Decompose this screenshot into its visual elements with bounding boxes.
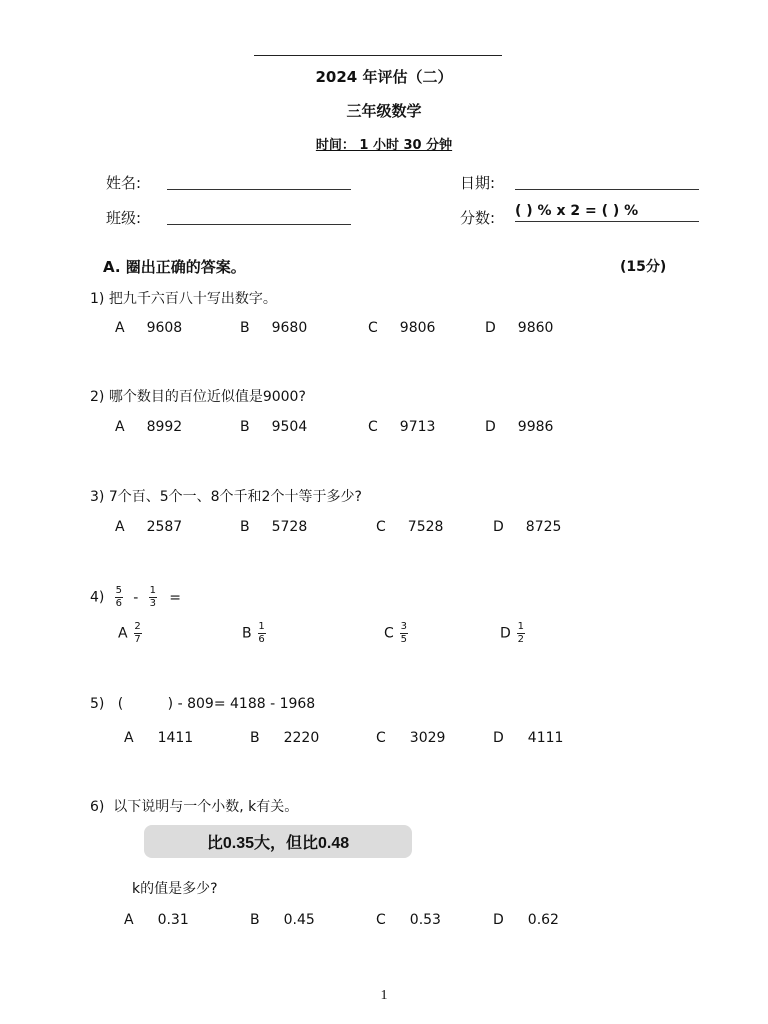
q5-option-c[interactable]: C 3029 (376, 730, 446, 746)
q1-option-b[interactable]: B 9680 (240, 320, 308, 336)
question-2: 2) 哪个数目的百位近似值是9000? (90, 389, 306, 405)
exam-title: 2024 年评估（二） (315, 68, 453, 86)
section-title: A. 圈出正确的答案。 (103, 258, 246, 276)
name-field[interactable] (167, 189, 351, 190)
question-4: 4) $\frac{5}{6}$ - $\frac{1}{3}$ = (90, 585, 181, 609)
q6-option-c[interactable]: C 0.53 (376, 912, 441, 928)
question-6-sub: k的值是多少? (132, 881, 218, 897)
exam-time-text: 时间： 1 小时 30 分钟 (315, 138, 453, 153)
q2-option-c[interactable]: C 9713 (368, 419, 436, 435)
q4-option-d[interactable]: D $\frac{1}{2}$ (500, 621, 524, 645)
q3-option-d[interactable]: D 8725 (493, 519, 562, 535)
class-label: 班级: (106, 209, 142, 227)
score-label: 分数: (460, 209, 496, 227)
date-field[interactable] (515, 189, 699, 190)
section-marks: (15分) (620, 259, 667, 275)
header-rule (254, 55, 502, 56)
q5-option-d[interactable]: D 4111 (493, 730, 564, 746)
q4-option-b[interactable]: B $\frac{1}{6}$ (242, 621, 265, 645)
q3-option-b[interactable]: B 5728 (240, 519, 308, 535)
exam-subject: 三年级数学 (346, 102, 422, 120)
q4-option-c[interactable]: C $\frac{3}{5}$ (384, 621, 407, 645)
date-label: 日期: (460, 174, 496, 192)
q6-option-b[interactable]: B 0.45 (250, 912, 315, 928)
q3-option-c[interactable]: C 7528 (376, 519, 444, 535)
q1-option-a[interactable]: A 9608 (115, 320, 183, 336)
q2-option-a[interactable]: A 8992 (115, 419, 183, 435)
question-6: 6) 以下说明与一个小数, k有关。 (90, 799, 299, 815)
q4-option-a[interactable]: A $\frac{2}{7}$ (118, 621, 141, 645)
question-5: 5) ( ) - 809= 4188 - 1968 (90, 696, 316, 712)
exam-time (0, 134, 768, 153)
question-3: 3) 7个百、5个一、8个千和2个十等于多少? (90, 489, 362, 505)
class-field[interactable] (167, 224, 351, 225)
q2-option-b[interactable]: B 9504 (240, 419, 308, 435)
q3-option-a[interactable]: A 2587 (115, 519, 183, 535)
score-field[interactable]: ( ) % x 2 = ( ) % (515, 203, 699, 222)
q1-option-c[interactable]: C 9806 (368, 320, 436, 336)
q5-option-a[interactable]: A 1411 (124, 730, 194, 746)
name-label: 姓名: (106, 174, 142, 192)
q1-option-d[interactable]: D 9860 (485, 320, 554, 336)
page-number: 1 (380, 988, 388, 1003)
q6-option-d[interactable]: D 0.62 (493, 912, 559, 928)
question-1: 1) 把九千六百八十写出数字。 (90, 291, 277, 307)
q6-option-a[interactable]: A 0.31 (124, 912, 189, 928)
q5-option-b[interactable]: B 2220 (250, 730, 320, 746)
fraction: $\frac{1}{3}$ (149, 585, 156, 609)
condition-callout: 比0.35大，但比0.48 (144, 825, 412, 858)
q2-option-d[interactable]: D 9986 (485, 419, 554, 435)
fraction: $\frac{5}{6}$ (115, 585, 123, 609)
